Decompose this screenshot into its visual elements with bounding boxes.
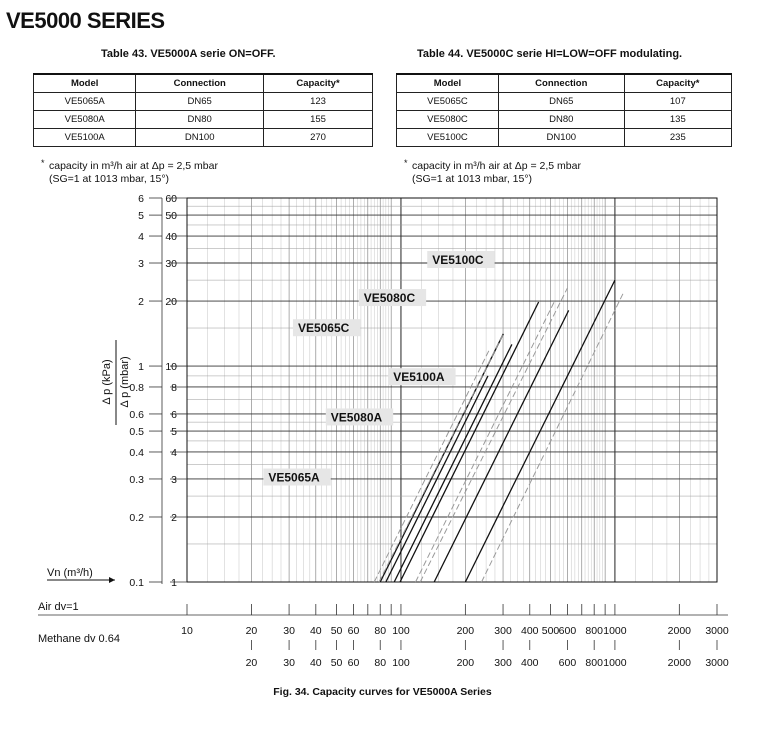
y-tick-label-mbar: 60 [165,193,177,205]
y-tick-label-kpa: 1 [138,361,144,374]
footnote-line: capacity in m³/h air at Δp = 2,5 mbar [412,160,581,172]
methane-tick-label: 20 [245,657,258,669]
y-tick-label-kpa: 0.1 [129,577,144,589]
air-tick-label: 500 [541,625,560,637]
column-header: Capacity* [624,74,731,93]
series-line [420,288,567,582]
table-cell: DN100 [136,129,264,147]
air-tick-label: 10 [181,625,193,637]
figure-caption: Fig. 34. Capacity curves for VE5000A Series [273,686,492,698]
air-tick-label: 400 [521,625,539,637]
table-cell: VE5080C [397,111,499,129]
y-tick-label-kpa: 0.4 [129,446,144,459]
y-tick-label-mbar: 4 [171,446,177,459]
series-line [416,302,555,582]
y-tick-label-kpa: 2 [138,296,144,309]
y-tick-label-mbar: 1 [171,577,177,589]
column-header: Model [34,74,136,93]
y-tick-label-mbar: 30 [165,258,177,271]
footnote-line: capacity in m³/h air at Δp = 2,5 mbar [49,160,218,172]
table-cell: VE5065A [34,93,136,111]
curve-label: VE5065C [297,321,350,336]
y-tick-label-mbar: 2 [171,511,177,524]
footnote-marker: * [404,158,408,168]
y-axis-label-mbar: Δ p (mbar) [119,356,131,408]
table-cell: 107 [624,93,731,111]
curve-label: VE5080A [330,410,383,425]
methane-tick-label: 100 [392,657,410,669]
table-cell: VE5065C [397,93,499,111]
methane-tick-label: 800 [585,657,603,669]
air-tick-label: 100 [392,625,410,637]
methane-tick-label: 50 [330,657,343,669]
air-tick-label: 20 [245,625,258,637]
air-tick-label: 80 [374,625,387,637]
table-cell: DN65 [498,93,624,111]
table-cell: VE5100A [34,129,136,147]
methane-tick-label: 1000 [603,657,627,669]
air-tick-label: 50 [330,625,343,637]
table-cell: DN80 [136,111,264,129]
air-tick-label: 2000 [667,625,692,637]
y-tick-label-mbar: 8 [171,381,177,394]
x-axis-label: Vn (m³/h) [47,567,93,579]
y-tick-label-kpa: 0.8 [129,381,144,394]
air-tick-label: 600 [558,625,577,637]
curve-label: VE5080C [363,291,416,306]
table-cell: DN65 [136,93,264,111]
methane-tick-label: 3000 [705,657,729,669]
column-header: Connection [498,74,624,93]
table-cell: 155 [264,111,373,129]
y-tick-label-kpa: 6 [138,193,144,205]
air-tick-label: 30 [283,625,295,637]
methane-tick-label: 30 [283,657,295,669]
y-tick-label-mbar: 6 [171,408,177,421]
air-tick-label: 60 [347,625,360,637]
y-tick-label-kpa: 0.5 [129,426,144,439]
air-tick-label: 300 [494,625,512,637]
methane-tick-label: 40 [309,657,322,669]
table-cell: DN80 [498,111,624,129]
footnote-line: (SG=1 at 1013 mbar, 15°) [49,173,170,185]
methane-tick-label: 80 [374,657,387,669]
column-header: Connection [136,74,264,93]
methane-axis-label: Methane dv 0.64 [38,633,120,645]
air-tick-label: 1000 [603,625,627,637]
y-tick-label-kpa: 3 [138,258,144,271]
table-cell: 135 [624,111,731,129]
table-a-caption: Table 43. VE5000A serie ON=OFF. [101,48,276,60]
curve-label: VE5065A [268,470,320,485]
table-c-caption: Table 44. VE5000C serie HI=LOW=OFF modulating. [417,48,683,60]
column-header: Capacity* [264,74,373,93]
table-cell: 235 [624,129,731,147]
y-tick-label-kpa: 4 [138,231,144,244]
air-tick-label: 200 [456,625,475,637]
table-cell: VE5080A [34,111,136,129]
y-axis-label-kpa: Δ p (kPa) [101,359,113,405]
y-tick-label-kpa: 5 [138,210,144,223]
table-cell: 123 [264,93,373,111]
y-tick-label-kpa: 0.2 [129,511,144,524]
table-cell: DN100 [498,129,624,147]
methane-tick-label: 600 [558,657,577,669]
methane-tick-label: 2000 [667,657,692,669]
air-tick-label: 40 [309,625,322,637]
methane-tick-label: 60 [347,657,360,669]
series-line [400,302,539,582]
y-tick-label-mbar: 20 [165,296,177,309]
y-tick-label-kpa: 0.6 [129,408,144,421]
y-tick-label-mbar: 50 [165,210,177,223]
y-tick-label-mbar: 10 [165,361,177,374]
y-tick-label-kpa: 0.3 [129,473,144,486]
column-header: Model [397,74,499,93]
methane-tick-label: 200 [456,657,475,669]
x-axis-arrow [109,577,115,583]
methane-tick-label: 400 [521,657,539,669]
y-tick-label-mbar: 40 [165,231,177,244]
air-tick-label: 3000 [705,625,729,637]
air-tick-label: 800 [585,625,603,637]
table-cell: 270 [264,129,373,147]
footnote-marker: * [41,158,45,168]
methane-tick-label: 300 [494,657,512,669]
curve-label: VE5100C [432,253,484,268]
page-title: VE5000 SERIES [6,8,165,33]
footnote-line: (SG=1 at 1013 mbar, 15°) [412,173,533,185]
curve-label: VE5100A [393,370,445,385]
air-axis-label: Air dv=1 [38,601,79,613]
y-tick-label-mbar: 5 [171,426,177,439]
table-cell: VE5100C [397,129,499,147]
y-tick-label-mbar: 3 [171,473,177,486]
